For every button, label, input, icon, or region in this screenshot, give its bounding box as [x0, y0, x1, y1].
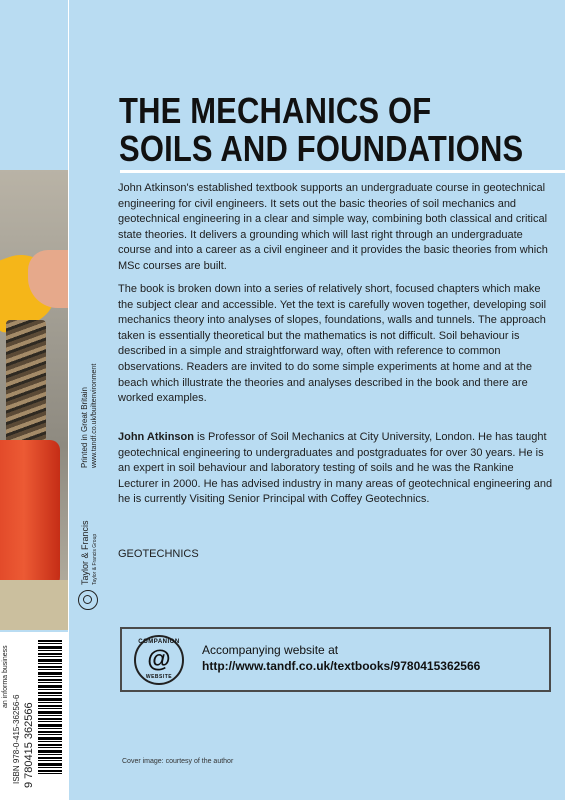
cover-photo	[0, 170, 68, 630]
author-bio-paragraph	[118, 430, 554, 508]
companion-website-box	[120, 627, 551, 692]
title-rule	[120, 170, 565, 173]
subject-label: GEOTECHNICS	[118, 548, 199, 560]
companion-website-badge-icon	[134, 635, 184, 685]
barcode-digits: 9 780415 362566	[23, 702, 35, 788]
printed-in-label: Printed in Great Britain	[80, 387, 89, 468]
badge-top-text: COMPANION	[138, 639, 180, 645]
spine-top-band	[0, 0, 68, 170]
badge-bottom-text: WEBSITE	[145, 674, 173, 680]
publisher-name: Taylor & Francis	[80, 520, 90, 585]
informa-label: an informa business	[2, 645, 9, 708]
cover-image-credit: Cover image: courtesy of the author	[122, 758, 234, 765]
barcode-icon	[38, 640, 62, 775]
spine-divider	[68, 0, 69, 800]
sand-shape	[0, 580, 68, 630]
book-title	[119, 92, 523, 168]
publisher-url-label: www.tandf.co.uk/builtenvironment	[91, 363, 98, 468]
companion-url: http://www.tandf.co.uk/textbooks/9780415362566	[202, 659, 481, 673]
publisher-logo-icon	[78, 590, 98, 610]
author-bio-text: is Professor of Soil Mechanics at City University, London. He has taught geotechnical engineering to undergraduates and postgraduates for over 30 years. He is an expert in soil behaviour and laboratory testing of soils and he was the Rankine Lecturer in 2000. He has advised industry in many areas of geotechnical engineering and he is currently Visiting Senior Principal with Coffey Geotechnics.	[118, 431, 553, 506]
description-paragraph-1: John Atkinson's established textbook supports an undergraduate course in geotechnical engineering for civil engineers. It sets out the basic theories of soil mechanics and geotechnical engineering in a clear and simple way, combining both classical and critical state theories. It delivers a grounding which will last right through an undergraduate course and into a career as a civil engineer and it provides the basic theories from which MSc courses are built.	[118, 182, 548, 272]
description-paragraph-2: The book is broken down into a series of relatively short, focused chapters which make the subject clear and accessible. Yet the text is carefully woven together, developing soil mechanics theory into analyses of slopes, foundations, walls and tunnels. The approach taken is essentially theoretical but the mathematics is not difficult. Soil behaviour is described in a simple and straightforward way, often with reference to common observations. Readers are invited to do some simple experiments at home and at the beach which illustrate the theories and analyses described in the book and there are worked examples.	[118, 283, 547, 405]
publisher-group: Taylor & Francis Group	[92, 533, 98, 585]
title-line-2: SOILS AND FOUNDATIONS	[119, 128, 524, 169]
author-name: John Atkinson	[118, 431, 194, 443]
red-bucket-shape	[0, 440, 60, 600]
isbn-label: ISBN 978-0-415-36256-6	[12, 694, 21, 784]
companion-caption: Accompanying website at	[202, 643, 339, 657]
at-symbol-icon: @	[147, 646, 171, 673]
title-line-1: THE MECHANICS OF	[119, 90, 432, 131]
pouring-gravel-shape	[6, 320, 46, 445]
